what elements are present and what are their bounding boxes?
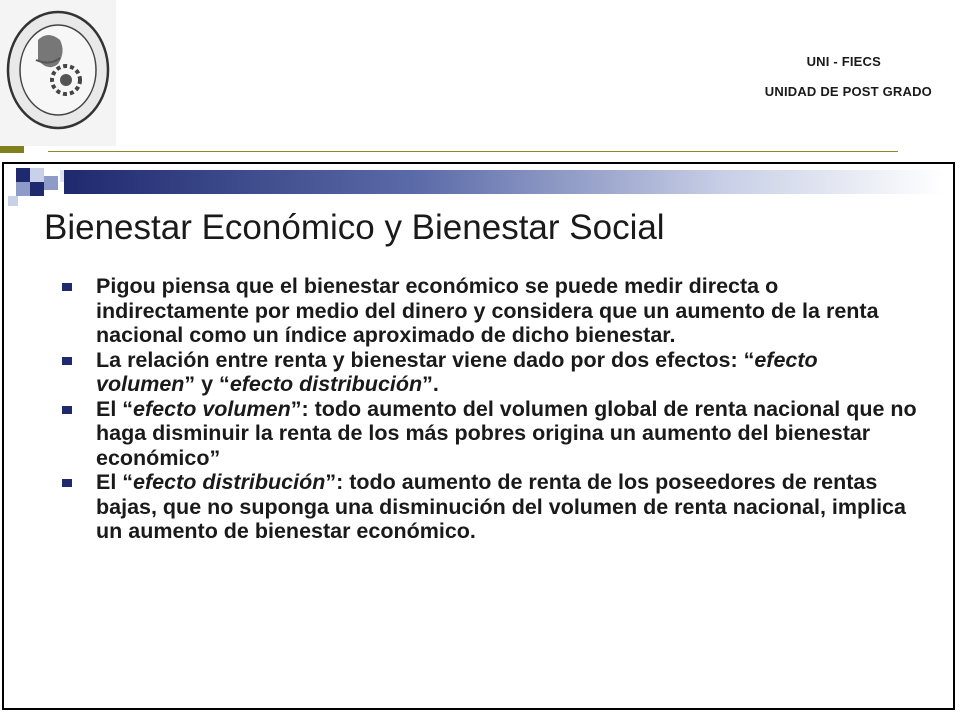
bullet-square-icon bbox=[62, 357, 72, 365]
bullet-item bbox=[60, 397, 920, 471]
bullet-list bbox=[60, 274, 920, 544]
bullet-item bbox=[60, 470, 920, 544]
bullet-square-icon bbox=[62, 479, 72, 487]
bullet-text: El “ bbox=[96, 396, 134, 421]
bullet-text: ”: todo aumento de renta de los poseedores de rentas bajas, que no suponga una disminución del volumen de renta nacional, implica un aumento de bienestar económico. bbox=[96, 470, 906, 543]
header-institution: UNI - FIECS bbox=[806, 54, 881, 69]
bullet-text: Pigou piensa que el bienestar económico se puede medir directa o indirectamente por medio del dinero y considera que un aumento de la renta nacional como un índice aproximado de dicho bienestar. bbox=[96, 274, 879, 347]
title-gradient-bar bbox=[64, 170, 944, 194]
bullet-text: El “ bbox=[96, 470, 134, 494]
bullet-text: ”: todo aumento del volumen global de renta nacional que no haga disminuir la renta de los más pobres origina un aumento del bienestar económico” bbox=[96, 396, 917, 470]
bullet-square-icon bbox=[62, 283, 72, 291]
slide-title: Bienestar Económico y Bienestar Social bbox=[44, 208, 665, 247]
olive-accent-square bbox=[0, 146, 24, 153]
bullet-square-icon bbox=[62, 406, 72, 414]
bullet-italic: efecto distribución bbox=[229, 372, 423, 396]
bullet-text: ” y “ bbox=[184, 372, 230, 396]
bullet-text: ”. bbox=[422, 372, 439, 396]
slide-frame bbox=[2, 162, 955, 710]
bullet-italic: efecto distribución bbox=[133, 470, 326, 494]
bullet-item bbox=[60, 274, 920, 348]
header-unit: UNIDAD DE POST GRADO bbox=[764, 84, 932, 99]
bullet-item bbox=[60, 348, 920, 397]
university-logo bbox=[0, 0, 116, 146]
header-divider bbox=[48, 151, 898, 152]
bullet-italic: efecto volumen bbox=[133, 396, 291, 421]
bullet-text: La relación entre renta y bienestar viene dado por dos efectos: “ bbox=[96, 347, 755, 372]
university-seal-icon bbox=[0, 0, 116, 146]
bullet-italic: efecto volumen bbox=[96, 347, 818, 396]
